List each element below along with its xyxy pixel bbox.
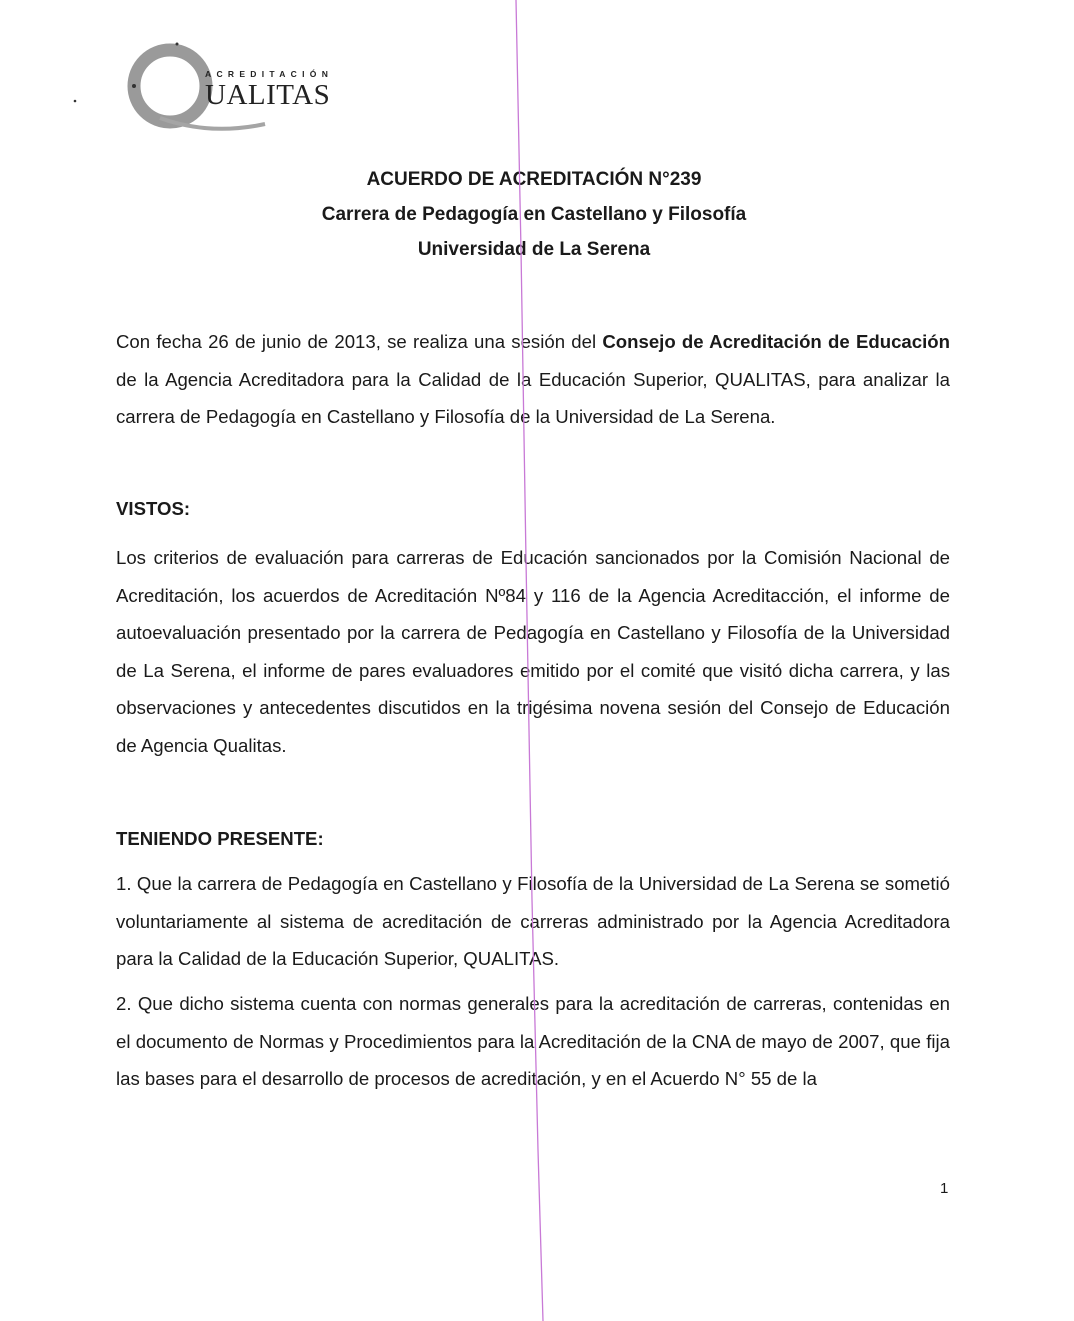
list-item-1: 1. Que la carrera de Pedagogía en Castellano y Filosofía de la Universidad de La Serena se sometió voluntariamente al sistema de acreditación de carreras administrado por la Agencia Acreditadora para la Calidad de la Educación Superior, QUALITAS. [116,873,950,969]
university-name: Universidad de La Serena [417,239,651,260]
vistos-paragraph: Los criterios de evaluación para carreras de Educación sancionados por la Comisión Nacional de Acreditación, los acuerdos de Acreditación Nº84 y 116 de la Agencia Acreditacción, el informe de autoevaluación presentado por la carrera de Pedagogía en Castellano y Filosofía de la Universidad de La Serena, el informe de pares evaluadores emitido por el comité que visitó dicha carrera, y las observaciones y antecedentes discutidos en la trigésima novena sesión del Consejo de Educación de Agencia Qualitas. [116,547,950,756]
intro-council-name: Consejo de Acreditación de Educación [602,331,950,352]
document-title [0,162,1068,267]
qualitas-logo [60,40,360,140]
page-number: 1 [940,1180,949,1197]
agreement-number: ACUERDO DE ACREDITACIÓN N°239 [366,169,702,190]
logo-acreditacion-text: ACREDITACIÓN [205,69,334,79]
program-name: Carrera de Pedagogía en Castellano y Filosofía [321,204,747,225]
intro-text-end: de la Agencia Acreditadora para la Calidad de la Educación Superior, QUALITAS, para analizar la carrera de Pedagogía en Castellano y Filosofía de la Universidad de La Serena. [116,368,950,427]
logo-qualitas-text: UALITAS [205,79,331,111]
intro-text-start: Con fecha 26 de junio de 2013, se realiza una sesión del [116,331,603,352]
list-item-2: 2. Que dicho sistema cuenta con normas generales para la acreditación de carreras, contenidas en el documento de Normas y Procedimientos para la Acreditación de la CNA de mayo de 2007, que fija las bases para el desarrollo de procesos de acreditación, y en el Acuerdo N° 55 de la [116,993,950,1089]
vistos-heading: VISTOS: [116,498,191,519]
intro-paragraph [116,323,950,436]
teniendo-presente-heading: TENIENDO PRESENTE: [116,828,324,849]
